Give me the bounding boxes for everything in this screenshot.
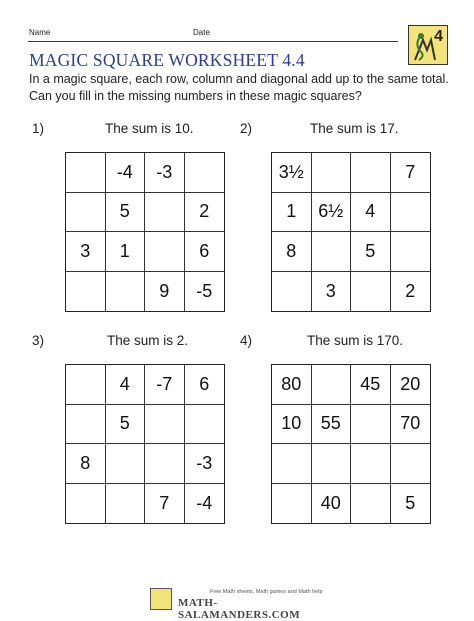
problem-4-sum: The sum is 170. [307, 333, 404, 348]
cell[interactable]: 40 [312, 484, 352, 524]
intro-line-2: Can you fill in the missing numbers in these magic squares? [29, 89, 362, 103]
cell[interactable]: -4 [196, 492, 213, 513]
cell[interactable] [312, 365, 352, 405]
salamander-icon [409, 26, 449, 66]
cell[interactable] [145, 193, 185, 233]
footer-tagline: Free Math sheets, Math games and Math help [210, 589, 323, 595]
cell[interactable]: 6 [185, 232, 225, 272]
cell[interactable]: 10 [272, 405, 312, 445]
cell[interactable]: 6½ [312, 193, 352, 233]
cell[interactable] [272, 484, 312, 524]
cell[interactable] [351, 444, 391, 484]
magic-square-4 [271, 364, 431, 524]
problem-2-sum: The sum is 17. [310, 121, 399, 136]
cell[interactable]: 45 [351, 365, 391, 405]
cell[interactable] [312, 153, 352, 193]
cell[interactable]: -4 [106, 153, 146, 193]
cell[interactable] [351, 484, 391, 524]
cell[interactable]: 5 [106, 405, 146, 445]
cell[interactable]: 80 [272, 365, 312, 405]
cell[interactable] [272, 272, 312, 312]
cell[interactable]: 5 [106, 193, 146, 233]
footer-logo [150, 588, 330, 621]
cell[interactable] [66, 365, 106, 405]
cell[interactable]: 6 [185, 365, 225, 405]
cell[interactable] [66, 405, 106, 445]
cell[interactable] [145, 444, 185, 484]
cell[interactable] [66, 193, 106, 233]
cell[interactable]: 70 [391, 405, 431, 445]
problem-2-number: 2) [240, 121, 253, 136]
magic-square-3 [65, 364, 225, 524]
cell[interactable]: 3 [66, 232, 106, 272]
cell[interactable] [145, 232, 185, 272]
cell[interactable]: 8 [66, 444, 106, 484]
cell[interactable] [106, 484, 146, 524]
cell[interactable] [272, 444, 312, 484]
cell[interactable]: -3 [185, 444, 225, 484]
problem-1-number: 1) [32, 121, 45, 136]
cell[interactable]: 1 [106, 232, 146, 272]
name-label: Name [29, 28, 51, 37]
cell[interactable]: 2 [405, 280, 416, 301]
problem-1-sum: The sum is 10. [105, 121, 194, 136]
cell[interactable] [312, 232, 352, 272]
grade-badge [408, 25, 448, 65]
cell[interactable] [66, 153, 106, 193]
date-label: Date [193, 28, 210, 37]
cell[interactable] [391, 444, 431, 484]
cell[interactable]: 4 [351, 193, 391, 233]
cell[interactable]: 7 [145, 484, 185, 524]
cell[interactable] [351, 153, 391, 193]
cell[interactable]: 7 [391, 153, 431, 193]
cell[interactable] [185, 153, 225, 193]
cell[interactable]: 8 [272, 232, 312, 272]
cell[interactable]: 20 [391, 365, 431, 405]
cell[interactable]: 5 [351, 232, 391, 272]
cell[interactable] [106, 444, 146, 484]
salamander-icon [150, 588, 172, 610]
cell[interactable]: 3½ [272, 153, 312, 193]
cell[interactable]: 3 [312, 272, 352, 312]
cell[interactable] [312, 444, 352, 484]
cell[interactable] [391, 232, 431, 272]
cell[interactable]: 55 [312, 405, 352, 445]
cell[interactable]: -3 [145, 153, 185, 193]
cell[interactable]: -7 [145, 365, 185, 405]
cell[interactable] [145, 405, 185, 445]
cell[interactable] [351, 272, 391, 312]
cell[interactable] [391, 193, 431, 233]
magic-square-2 [271, 152, 431, 312]
page-title: MAGIC SQUARE WORKSHEET 4.4 [29, 50, 305, 70]
problem-3-number: 3) [32, 333, 45, 348]
footer-brand: MATH-SALAMANDERS.COM [178, 597, 301, 621]
cell[interactable]: 5 [405, 492, 416, 513]
cell[interactable]: 2 [185, 193, 225, 233]
problem-3-sum: The sum is 2. [107, 333, 189, 348]
cell[interactable] [106, 272, 146, 312]
cell[interactable] [66, 484, 106, 524]
grade-number: 4 [434, 28, 443, 45]
problem-4-number: 4) [240, 333, 253, 348]
cell[interactable]: 4 [106, 365, 146, 405]
cell[interactable]: 9 [145, 272, 185, 312]
header-rule [28, 41, 398, 42]
cell[interactable]: 1 [272, 193, 312, 233]
intro-line-1: In a magic square, each row, column and diagonal add up to the same total. [29, 72, 449, 86]
cell[interactable] [66, 272, 106, 312]
magic-square-1 [65, 152, 225, 312]
cell[interactable]: -5 [196, 280, 213, 301]
cell[interactable] [351, 405, 391, 445]
cell[interactable] [185, 405, 225, 445]
